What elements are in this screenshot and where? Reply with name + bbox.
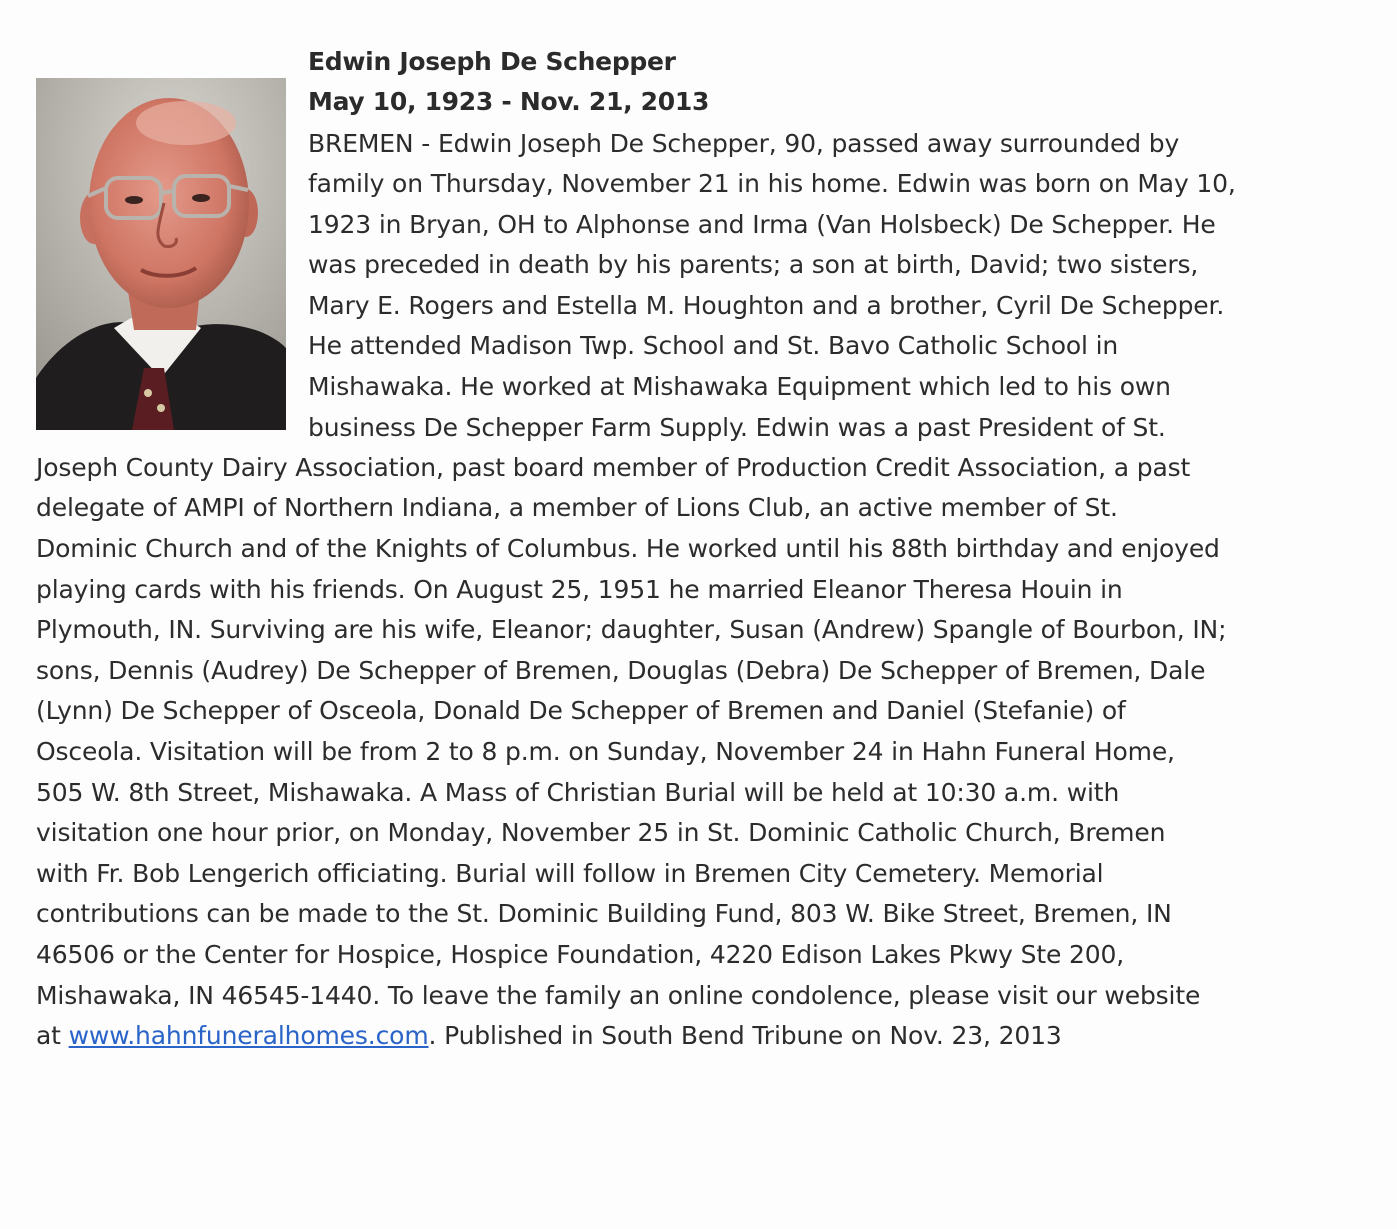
text-line: business De Schepper Farm Supply. Edwin was a past President of St. [308,413,1166,442]
text-line: 46506 or the Center for Hospice, Hospice Foundation, 4220 Edison Lakes Pkwy Ste 200, [36,940,1125,969]
text-line: Osceola. Visitation will be from 2 to 8 p.m. on Sunday, November 24 in Hahn Funeral Home, [36,737,1175,766]
text-line: Mishawaka, IN 46545-1440. To leave the family an online condolence, please visit our website [36,981,1201,1010]
text-line: sons, Dennis (Audrey) De Schepper of Bremen, Douglas (Debra) De Schepper of Bremen, Dale [36,656,1206,685]
text-line: was preceded in death by his parents; a son at birth, David; two sisters, [308,250,1199,279]
text-line: playing cards with his friends. On August 25, 1951 he married Eleanor Theresa Houin in [36,575,1123,604]
text-line: Dominic Church and of the Knights of Columbus. He worked until his 88th birthday and enjoyed [36,534,1220,563]
last-line-suffix: . Published in South Bend Tribune on Nov. 23, 2013 [428,1021,1062,1050]
text-line: Mary E. Rogers and Estella M. Houghton and a brother, Cyril De Schepper. [308,291,1225,320]
text-line: contributions can be made to the St. Dominic Building Fund, 803 W. Bike Street, Bremen, IN [36,899,1172,928]
obituary-heading [308,42,709,122]
funeral-home-website-link[interactable]: www.hahnfuneralhomes.com [68,1021,429,1050]
life-dates: May 10, 1923 - Nov. 21, 2013 [308,87,710,116]
text-line: Plymouth, IN. Surviving are his wife, Eleanor; daughter, Susan (Andrew) Spangle of Bourbon, IN; [36,615,1227,644]
deceased-name: Edwin Joseph De Schepper [308,47,676,76]
text-line: 1923 in Bryan, OH to Alphonse and Irma (Van Holsbeck) De Schepper. He [308,210,1216,239]
text-line: (Lynn) De Schepper of Osceola, Donald De Schepper of Bremen and Daniel (Stefanie) of [36,696,1126,725]
text-line: Joseph County Dairy Association, past board member of Production Credit Association, a past [36,453,1191,482]
text-line: family on Thursday, November 21 in his home. Edwin was born on May 10, [308,169,1236,198]
text-line: 505 W. 8th Street, Mishawaka. A Mass of Christian Burial will be held at 10:30 a.m. with [36,778,1120,807]
text-line: visitation one hour prior, on Monday, November 25 in St. Dominic Catholic Church, Bremen [36,818,1166,847]
text-line: with Fr. Bob Lengerich officiating. Burial will follow in Bremen City Cemetery. Memorial [36,859,1104,888]
last-line-prefix: at [36,1021,69,1050]
text-line: delegate of AMPI of Northern Indiana, a member of Lions Club, an active member of St. [36,493,1118,522]
text-line-last [36,1016,1062,1056]
text-line: Mishawaka. He worked at Mishawaka Equipment which led to his own [308,372,1171,401]
portrait-photo [36,78,286,430]
text-line: He attended Madison Twp. School and St. Bavo Catholic School in [308,331,1119,360]
text-line: BREMEN - Edwin Joseph De Schepper, 90, passed away surrounded by [308,129,1180,158]
